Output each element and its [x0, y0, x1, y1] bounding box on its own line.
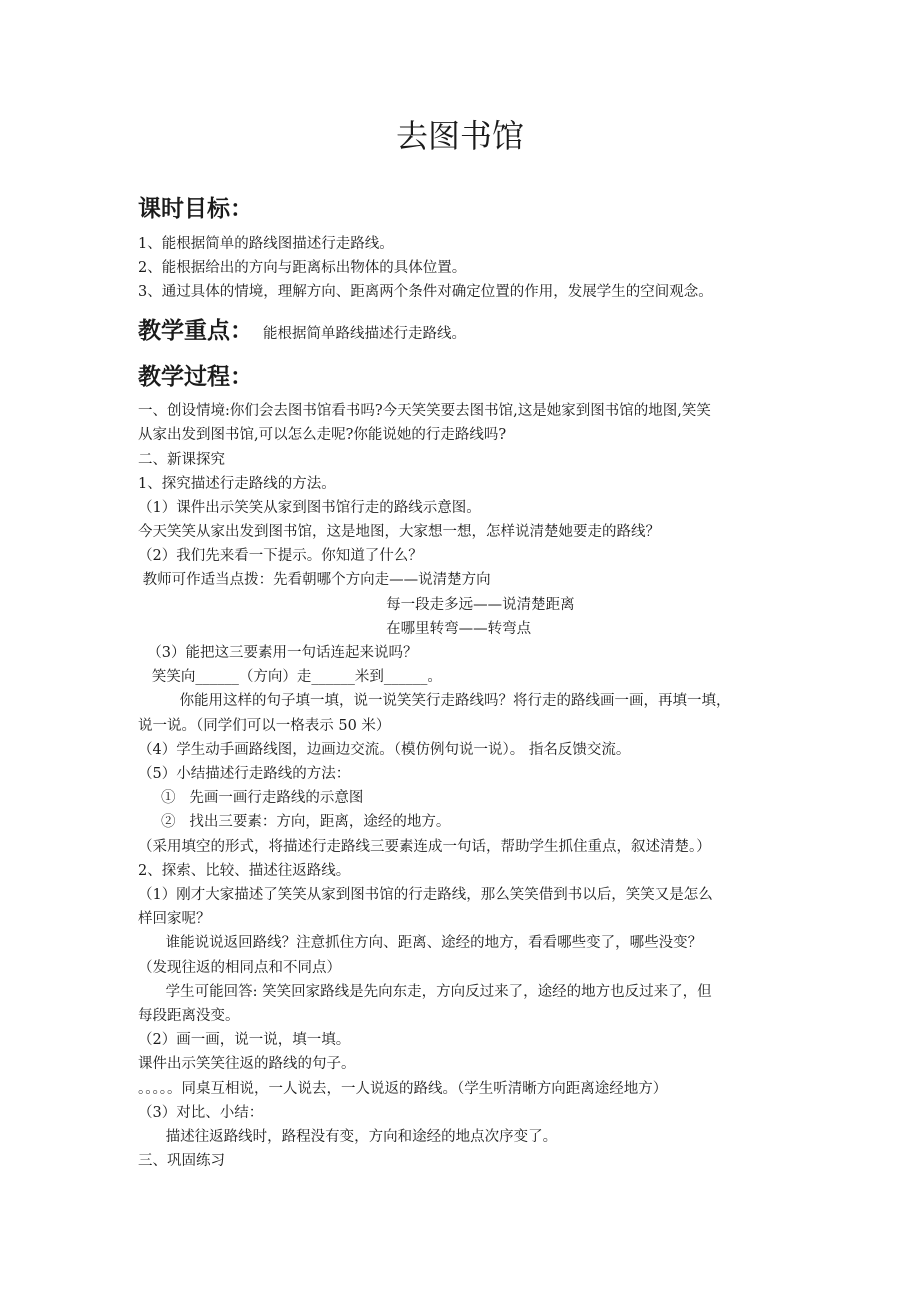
process-line: 2、探索、比较、描述往返路线。 [138, 863, 351, 879]
process-line: （1）课件出示笑笑从家到图书馆行走的路线示意图。 [138, 500, 481, 516]
process-line: 三、巩固练习 [138, 1153, 225, 1169]
process-line: 你能用这样的句子填一填，说一说笑笑行走路线吗？将行走的路线画一画，再填一填， [138, 693, 731, 709]
process-line: 笑笑向______（方向）走______米到______。 [138, 669, 442, 685]
process-line: （4）学生动手画路线图，边画边交流。（模仿例句说一说）。 指名反馈交流。 [138, 742, 631, 758]
process-line: 1、探究描述行走路线的方法。 [138, 476, 336, 492]
process-line: 说一说。（同学们可以一格表示 50 米） [138, 718, 391, 734]
process-line: 。。。。。同桌互相说，一人说去，一人说返的路线。（学生听清晰方向距离途经地方） [138, 1081, 668, 1097]
process-line: 课件出示笑笑往返的路线的句子。 [138, 1056, 356, 1072]
process-line: （3）对比、小结： [138, 1105, 264, 1121]
process-line: 每段距离没变。 [138, 1008, 240, 1024]
process-heading: 教学过程： [138, 364, 253, 390]
process-line: （发现往返的相同点和不同点） [138, 960, 341, 976]
page-title: 去图书馆 [395, 117, 524, 155]
process-line: （1）刚才大家描述了笑笑从家到图书馆的行走路线，那么笑笑借到书以后，笑笑又是怎么 [138, 887, 713, 903]
process-line: 教师可作适当点拨：先看朝哪个方向走——说清楚方向 [138, 572, 491, 588]
process-line: （2）画一画，说一说，填一填。 [138, 1032, 351, 1048]
process-line: ① 先画一画行走路线的示意图 [138, 790, 364, 806]
process-line: 二、新课探究 [138, 452, 225, 468]
process-line: 每一段走多远——说清楚距离 [294, 597, 575, 613]
process-line: 谁能说说返回路线？注意抓住方向、距离、途经的地方，看看哪些变了，哪些没变？ [138, 935, 703, 951]
process-line: 描述往返路线时，路程没有变，方向和途经的地点次序变了。 [138, 1129, 558, 1145]
process-line: 从家出发到图书馆,可以怎么走呢?你能说她的行走路线吗? [138, 427, 507, 443]
process-line: （5）小结描述行走路线的方法： [138, 766, 351, 782]
process-line: 今天笑笑从家出发到图书馆，这是地图，大家想一想，怎样说清楚她要走的路线？ [138, 524, 660, 540]
objective-item-1: 1、能根据简单的路线图描述行走路线。 [138, 236, 394, 252]
process-line: 一、创设情境:你们会去图书馆看书吗?今天笑笑要去图书馆,这是她家到图书馆的地图,笑笑 [138, 403, 711, 419]
process-line: （3）能把这三要素用一句话连起来说吗？ [138, 645, 418, 661]
key-point-heading [138, 315, 466, 350]
key-point-label: 教学重点： [138, 318, 253, 344]
objective-item-3: 3、通过具体的情境，理解方向、距离两个条件对确定位置的作用，发展学生的空间观念。 [138, 284, 713, 300]
process-line: 在哪里转弯——转弯点 [294, 621, 532, 637]
objectives-heading: 课时目标： [138, 196, 253, 222]
process-line: （2）我们先来看一下提示。你知道了什么？ [138, 548, 423, 564]
process-line: ② 找出三要素：方向，距离，途经的地方。 [138, 814, 451, 830]
process-line: 样回家呢？ [138, 911, 211, 927]
process-line: （采用填空的形式，将描述行走路线三要素连成一句话，帮助学生抓住重点，叙述清楚。） [138, 839, 711, 855]
key-point-text: 能根据简单路线描述行走路线。 [263, 326, 466, 342]
objective-item-2: 2、能根据给出的方向与距离标出物体的具体位置。 [138, 260, 467, 276]
process-line: 学生可能回答: 笑笑回家路线是先向东走，方向反过来了，途经的地方也反过来了，但 [138, 984, 712, 1000]
